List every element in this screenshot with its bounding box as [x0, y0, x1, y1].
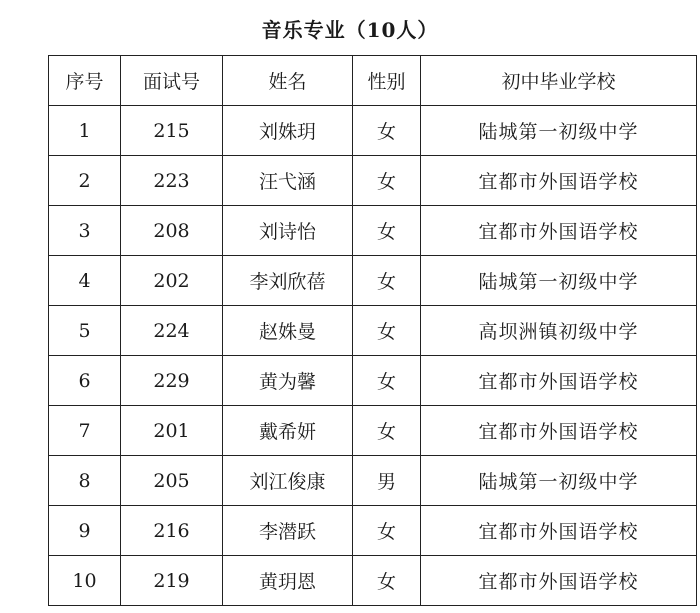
cell-school: 宜都市外国语学校	[421, 156, 697, 206]
cell-interview-no: 202	[121, 256, 223, 306]
cell-seq: 1	[49, 106, 121, 156]
header-school: 初中毕业学校	[421, 56, 697, 106]
page-title: 音乐专业（10人）	[261, 18, 439, 42]
cell-school: 陆城第一初级中学	[421, 106, 697, 156]
cell-gender: 女	[353, 256, 421, 306]
cell-seq: 6	[49, 356, 121, 406]
cell-gender: 女	[353, 106, 421, 156]
cell-school: 宜都市外国语学校	[421, 556, 697, 606]
cell-name: 李刘欣蓓	[223, 256, 353, 306]
cell-seq: 3	[49, 206, 121, 256]
cell-school: 宜都市外国语学校	[421, 506, 697, 556]
cell-gender: 女	[353, 206, 421, 256]
table-row	[49, 256, 697, 306]
cell-gender: 女	[353, 556, 421, 606]
cell-interview-no: 229	[121, 356, 223, 406]
cell-name: 刘诗怡	[223, 206, 353, 256]
cell-school: 宜都市外国语学校	[421, 356, 697, 406]
cell-seq: 7	[49, 406, 121, 456]
cell-seq: 9	[49, 506, 121, 556]
cell-interview-no: 224	[121, 306, 223, 356]
table-row	[49, 306, 697, 356]
cell-interview-no: 223	[121, 156, 223, 206]
table-row	[49, 156, 697, 206]
table-row	[49, 206, 697, 256]
cell-name: 李潜跃	[223, 506, 353, 556]
table-row	[49, 506, 697, 556]
cell-interview-no: 208	[121, 206, 223, 256]
cell-seq: 10	[49, 556, 121, 606]
header-gender: 性别	[353, 56, 421, 106]
cell-name: 黄为馨	[223, 356, 353, 406]
table-row	[49, 556, 697, 606]
cell-name: 刘江俊康	[223, 456, 353, 506]
cell-name: 汪弋涵	[223, 156, 353, 206]
cell-gender: 女	[353, 356, 421, 406]
cell-seq: 5	[49, 306, 121, 356]
table-row	[49, 406, 697, 456]
table-row	[49, 356, 697, 406]
cell-gender: 女	[353, 406, 421, 456]
cell-school: 陆城第一初级中学	[421, 256, 697, 306]
cell-interview-no: 215	[121, 106, 223, 156]
cell-school: 宜都市外国语学校	[421, 406, 697, 456]
cell-interview-no: 205	[121, 456, 223, 506]
header-name: 姓名	[223, 56, 353, 106]
cell-name: 刘姝玥	[223, 106, 353, 156]
cell-interview-no: 216	[121, 506, 223, 556]
cell-school: 高坝洲镇初级中学	[421, 306, 697, 356]
cell-seq: 4	[49, 256, 121, 306]
cell-name: 赵姝曼	[223, 306, 353, 356]
cell-interview-no: 201	[121, 406, 223, 456]
cell-gender: 男	[353, 456, 421, 506]
cell-name: 戴希妍	[223, 406, 353, 456]
cell-school: 陆城第一初级中学	[421, 456, 697, 506]
cell-seq: 8	[49, 456, 121, 506]
header-interview-no: 面试号	[121, 56, 223, 106]
cell-seq: 2	[49, 156, 121, 206]
student-table	[48, 55, 697, 606]
cell-gender: 女	[353, 156, 421, 206]
table-header-row	[49, 56, 697, 106]
table-row	[49, 456, 697, 506]
cell-gender: 女	[353, 306, 421, 356]
header-seq: 序号	[49, 56, 121, 106]
cell-gender: 女	[353, 506, 421, 556]
cell-school: 宜都市外国语学校	[421, 206, 697, 256]
cell-interview-no: 219	[121, 556, 223, 606]
table-row	[49, 106, 697, 156]
cell-name: 黄玥恩	[223, 556, 353, 606]
